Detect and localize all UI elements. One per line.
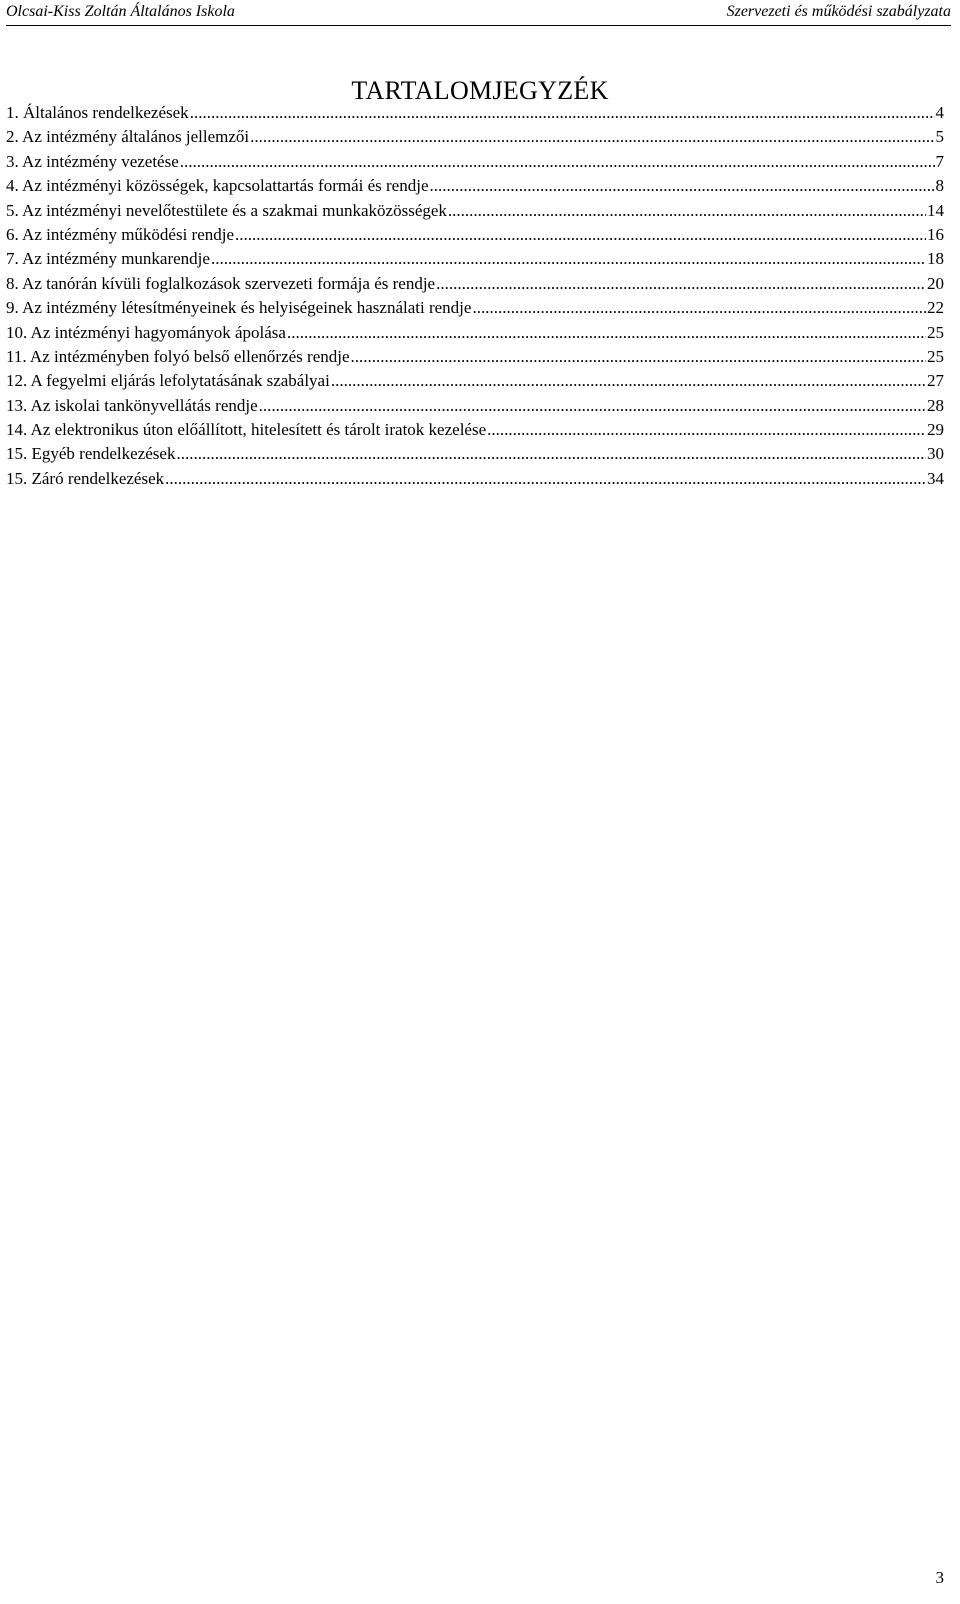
toc-entry-text: 15. Záró rendelkezések xyxy=(6,468,165,488)
toc-entry-text: 10. Az intézményi hagyományok ápolása xyxy=(6,322,286,342)
toc-entry[interactable] xyxy=(6,467,944,491)
toc-entry-text: 11. Az intézményben folyó belső ellenőrzés rendje xyxy=(6,346,350,366)
toc-entry[interactable] xyxy=(6,296,944,320)
toc-entry[interactable] xyxy=(6,272,944,296)
toc-entry-text: 2. Az intézmény általános jellemzői xyxy=(6,127,250,147)
toc-list xyxy=(6,101,944,491)
toc-leader-dots xyxy=(487,418,926,442)
toc-entry-page: 20 xyxy=(927,273,944,293)
toc-entry[interactable] xyxy=(6,345,944,369)
toc-entry-text: 9. Az intézmény létesítményeinek és helyiségeinek használati rendje xyxy=(6,298,472,318)
toc-leader-dots xyxy=(259,394,926,418)
toc-leader-dots xyxy=(235,223,926,247)
toc-entry-page: 4 xyxy=(935,103,944,122)
toc-entry[interactable] xyxy=(6,321,944,345)
toc-entry-page: 34 xyxy=(927,468,944,488)
toc-entry-text: 1. Általános rendelkezések xyxy=(6,103,189,122)
toc-leader-dots xyxy=(287,321,926,345)
toc-entry-page: 8 xyxy=(935,176,944,196)
toc-entry[interactable] xyxy=(6,369,944,393)
toc-entry-text: 13. Az iskolai tankönyvellátás rendje xyxy=(6,395,258,415)
toc-entry[interactable] xyxy=(6,150,944,174)
toc-entry-text: 4. Az intézményi közösségek, kapcsolattartás formái és rendje xyxy=(6,176,429,196)
toc-entry-text: 14. Az elektronikus úton előállított, hitelesített és tárolt iratok kezelése xyxy=(6,420,487,440)
toc-entry[interactable] xyxy=(6,125,944,149)
toc-entry-text: 5. Az intézményi nevelőtestülete és a szakmai munkaközösségek xyxy=(6,200,447,220)
toc-leader-dots xyxy=(430,174,935,198)
toc-leader-dots xyxy=(180,150,935,174)
toc-leader-dots xyxy=(436,272,926,296)
header-document-title: Szervezeti és működési szabályzata xyxy=(726,3,951,20)
toc-entry-page: 28 xyxy=(927,395,944,415)
toc-entry-text: 12. A fegyelmi eljárás lefolytatásának szabályai xyxy=(6,371,330,391)
toc-entry-page: 27 xyxy=(927,371,944,391)
toc-entry[interactable] xyxy=(6,418,944,442)
toc-entry[interactable] xyxy=(6,199,944,223)
toc-entry-page: 30 xyxy=(927,444,944,464)
toc-leader-dots xyxy=(250,125,934,149)
toc-leader-dots xyxy=(211,247,926,271)
toc-entry-text: 8. Az tanórán kívüli foglalkozások szervezeti formája és rendje xyxy=(6,273,436,293)
toc-leader-dots xyxy=(176,442,926,466)
toc-entry-page: 18 xyxy=(927,249,944,269)
toc-entry[interactable] xyxy=(6,174,944,198)
toc-entry-page: 25 xyxy=(927,322,944,342)
toc-leader-dots xyxy=(190,101,935,125)
toc-leader-dots xyxy=(331,369,926,393)
toc-entry[interactable] xyxy=(6,247,944,271)
toc-entry[interactable] xyxy=(6,223,944,247)
toc-entry-page: 16 xyxy=(927,224,944,244)
toc-leader-dots xyxy=(448,199,926,223)
toc-entry-page: 25 xyxy=(927,346,944,366)
header-school-name: Olcsai-Kiss Zoltán Általános Iskola xyxy=(6,3,235,20)
toc-entry-text: 15. Egyéb rendelkezések xyxy=(6,444,176,464)
toc-entry-page: 29 xyxy=(927,420,944,440)
toc-entry-text: 7. Az intézmény munkarendje xyxy=(6,249,210,269)
page-header xyxy=(6,0,951,26)
toc-entry[interactable] xyxy=(6,101,944,125)
page-number: 3 xyxy=(935,1568,944,1587)
toc-leader-dots xyxy=(351,345,926,369)
toc-entry-page: 5 xyxy=(935,127,944,147)
toc-entry-page: 22 xyxy=(927,298,944,318)
toc-entry-text: 3. Az intézmény vezetése xyxy=(6,151,179,171)
toc-title: TARTALOMJEGYZÉK xyxy=(351,76,609,105)
toc-entry-page: 7 xyxy=(935,151,944,171)
toc-leader-dots xyxy=(472,296,926,320)
toc-entry-page: 14 xyxy=(927,200,944,220)
toc-entry[interactable] xyxy=(6,442,944,466)
toc-entry-text: 6. Az intézmény működési rendje xyxy=(6,224,235,244)
toc-leader-dots xyxy=(165,467,926,491)
toc-entry[interactable] xyxy=(6,394,944,418)
